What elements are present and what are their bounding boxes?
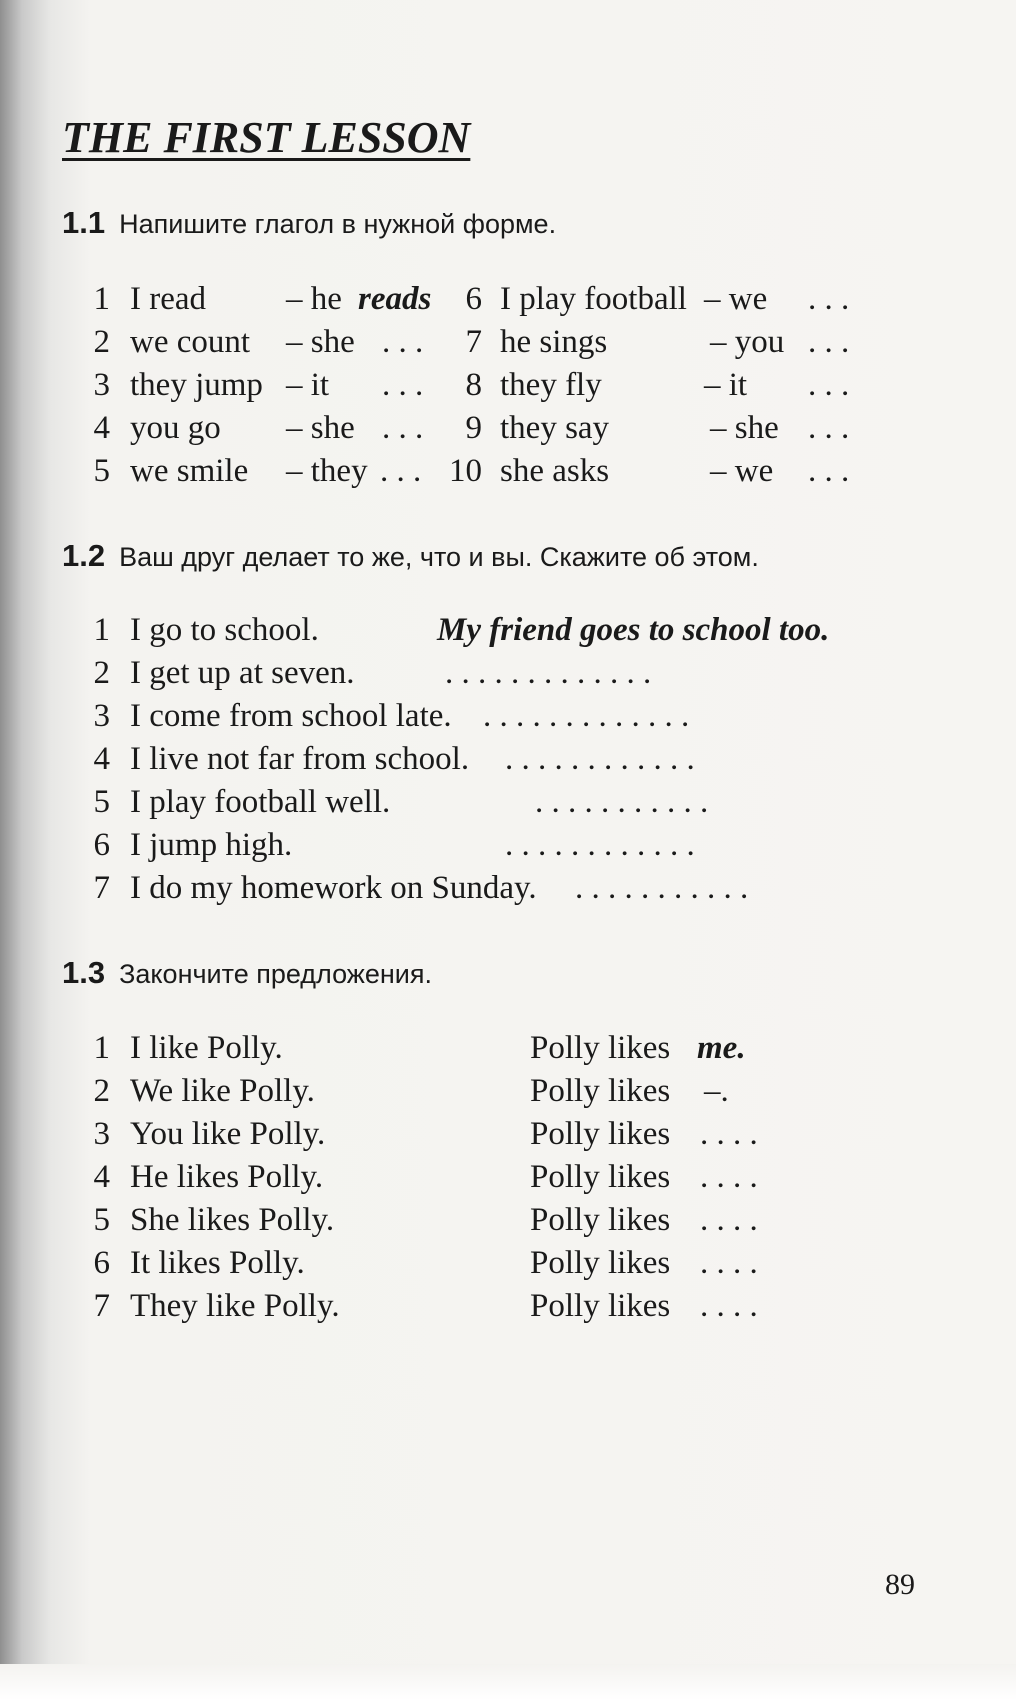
item-text: It likes Polly. bbox=[130, 1245, 305, 1281]
item-number: 7 bbox=[465, 324, 482, 360]
item-number: 10 bbox=[449, 453, 482, 489]
item-blank: . . . . . . . . . . . . bbox=[505, 741, 695, 777]
item-number: 3 bbox=[93, 698, 110, 734]
item-blank: . . . bbox=[382, 367, 424, 403]
item-number: 2 bbox=[93, 324, 110, 360]
item-number: 1 bbox=[93, 612, 110, 648]
item-base: they jump bbox=[130, 367, 263, 403]
item-number: 6 bbox=[93, 1245, 110, 1281]
item-blank: . . . bbox=[808, 281, 850, 317]
item-prompt: Polly likes bbox=[530, 1202, 671, 1238]
item-blank: . . . . . . . . . . . . bbox=[505, 827, 695, 863]
item-text: She likes Polly. bbox=[130, 1202, 335, 1238]
item-blank: . . . . bbox=[700, 1116, 758, 1152]
item-number: 3 bbox=[93, 1116, 110, 1152]
item-blank: . . . bbox=[382, 410, 424, 446]
item-target: – it bbox=[286, 367, 330, 403]
item-prompt: Polly likes bbox=[530, 1030, 671, 1066]
item-blank: . . . bbox=[382, 324, 424, 360]
item-number: 8 bbox=[465, 367, 482, 403]
item-blank: . . . . . . . . . . . bbox=[575, 870, 749, 906]
item-text: We like Polly. bbox=[130, 1073, 315, 1109]
item-number: 4 bbox=[93, 741, 110, 777]
item-blank: . . . bbox=[808, 324, 850, 360]
item-answer: me. bbox=[697, 1030, 746, 1066]
section-1-1-header bbox=[62, 205, 556, 241]
item-prompt: Polly likes bbox=[530, 1288, 671, 1324]
item-number: 4 bbox=[93, 1159, 110, 1195]
item-target: – he bbox=[286, 281, 342, 317]
item-text: I play football well. bbox=[130, 784, 391, 820]
item-blank: . . . . bbox=[700, 1159, 758, 1195]
item-blank: . . . . bbox=[700, 1288, 758, 1324]
item-target: – we bbox=[710, 453, 774, 489]
item-number: 6 bbox=[93, 827, 110, 863]
item-number: 3 bbox=[93, 367, 110, 403]
item-number: 4 bbox=[93, 410, 110, 446]
item-target: – she bbox=[286, 324, 355, 360]
item-blank: . . . . . . . . . . . . . bbox=[445, 655, 652, 691]
section-instruction: Закончите предложения. bbox=[119, 959, 432, 989]
item-base: I read bbox=[130, 281, 207, 317]
item-number: 9 bbox=[465, 410, 482, 446]
item-target: – we bbox=[704, 281, 768, 317]
section-number: 1.2 bbox=[62, 538, 106, 573]
item-base: she asks bbox=[500, 453, 610, 489]
item-text: You like Polly. bbox=[130, 1116, 326, 1152]
item-number: 2 bbox=[93, 1073, 110, 1109]
item-prompt: Polly likes bbox=[530, 1073, 671, 1109]
item-number: 7 bbox=[93, 870, 110, 906]
item-blank: . . . . . . . . . . . . . bbox=[483, 698, 690, 734]
item-prompt: Polly likes bbox=[530, 1159, 671, 1195]
page-title: THE FIRST LESSON bbox=[62, 113, 471, 162]
item-target: – it bbox=[704, 367, 748, 403]
section-1-2-header bbox=[62, 538, 759, 574]
item-number: 5 bbox=[93, 453, 110, 489]
item-text: I like Polly. bbox=[130, 1030, 283, 1066]
item-number: 7 bbox=[93, 1288, 110, 1324]
item-blank: . . . bbox=[808, 367, 850, 403]
section-1-3-header bbox=[62, 955, 432, 991]
item-base: they fly bbox=[500, 367, 602, 403]
item-text: I live not far from school. bbox=[130, 741, 470, 777]
item-blank: . . . . bbox=[700, 1202, 758, 1238]
item-text: I jump high. bbox=[130, 827, 293, 863]
item-number: 5 bbox=[93, 784, 110, 820]
item-blank: . . . bbox=[380, 453, 422, 489]
item-prompt: Polly likes bbox=[530, 1245, 671, 1281]
item-answer: reads bbox=[358, 281, 432, 317]
item-base: we count bbox=[130, 324, 251, 360]
item-base: you go bbox=[130, 410, 221, 446]
item-blank: . . . bbox=[808, 410, 850, 446]
item-blank: . . . . . . . . . . . bbox=[535, 784, 709, 820]
item-blank: –. bbox=[704, 1073, 729, 1109]
item-prompt: Polly likes bbox=[530, 1116, 671, 1152]
item-text: I go to school. bbox=[130, 612, 319, 648]
item-base: I play football bbox=[500, 281, 687, 317]
item-text: He likes Polly. bbox=[130, 1159, 324, 1195]
item-blank: . . . bbox=[808, 453, 850, 489]
item-number: 1 bbox=[93, 1030, 110, 1066]
item-text: They like Polly. bbox=[130, 1288, 340, 1324]
item-target: – they bbox=[286, 453, 368, 489]
item-base: he sings bbox=[500, 324, 608, 360]
item-blank: . . . . bbox=[700, 1245, 758, 1281]
item-target: – she bbox=[286, 410, 355, 446]
section-instruction: Ваш друг делает то же, что и вы. Скажите об этом. bbox=[119, 542, 759, 572]
page-number: 89 bbox=[885, 1568, 915, 1601]
page-bottom-edge bbox=[0, 1664, 1016, 1700]
item-number: 2 bbox=[93, 655, 110, 691]
item-number: 6 bbox=[465, 281, 482, 317]
item-text: I come from school late. bbox=[130, 698, 452, 734]
item-target: – she bbox=[710, 410, 779, 446]
section-number: 1.3 bbox=[62, 955, 106, 990]
section-number: 1.1 bbox=[62, 205, 106, 240]
item-number: 5 bbox=[93, 1202, 110, 1238]
item-base: they say bbox=[500, 410, 610, 446]
item-text: I get up at seven. bbox=[130, 655, 355, 691]
item-answer: My friend goes to school too. bbox=[437, 612, 830, 648]
item-base: we smile bbox=[130, 453, 249, 489]
section-instruction: Напишите глагол в нужной форме. bbox=[119, 209, 557, 239]
item-number: 1 bbox=[93, 281, 110, 317]
item-text: I do my homework on Sunday. bbox=[130, 870, 537, 906]
item-target: – you bbox=[710, 324, 785, 360]
